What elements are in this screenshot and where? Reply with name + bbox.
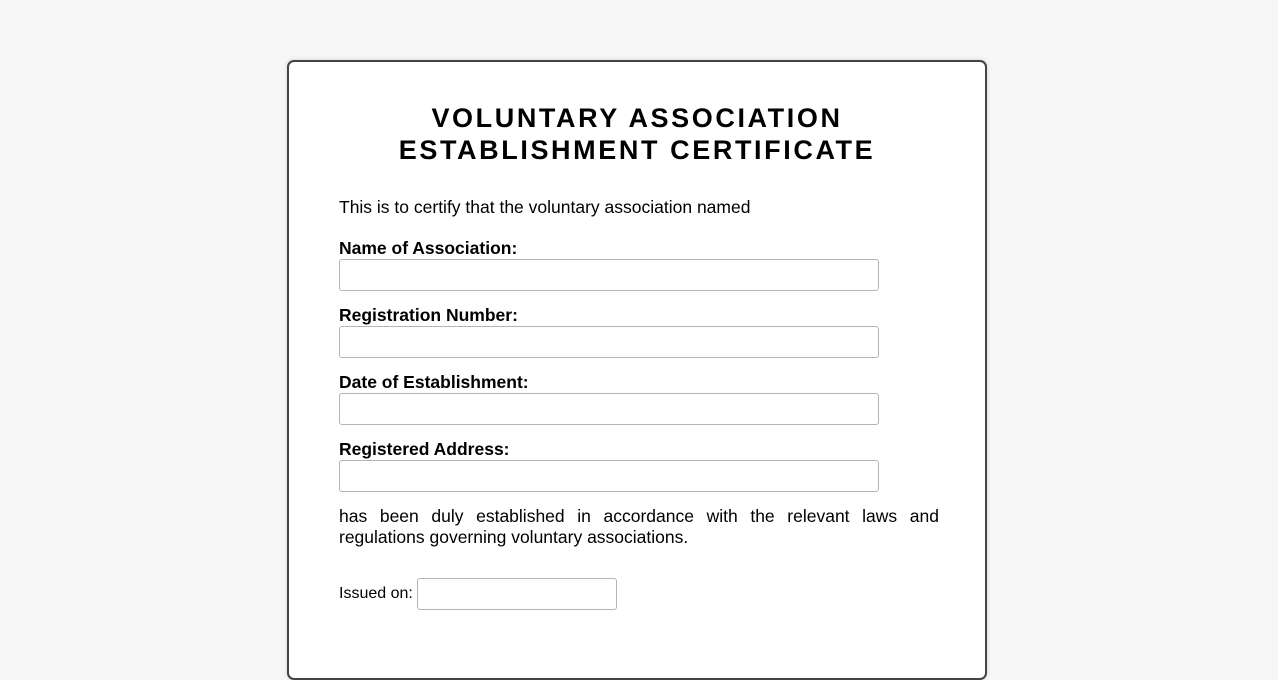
certificate-title — [289, 102, 985, 166]
association-name-input[interactable] — [339, 259, 879, 291]
issued-on-label: Issued on: — [339, 585, 413, 602]
registered-address-label: Registered Address: — [339, 439, 510, 459]
issued-on-input[interactable] — [417, 578, 617, 610]
establishment-date-input[interactable] — [339, 393, 879, 425]
title-line-1: VOLUNTARY ASSOCIATION — [431, 103, 843, 133]
registration-number-input[interactable] — [339, 326, 879, 358]
association-name-label: Name of Association: — [339, 238, 518, 258]
intro-text: This is to certify that the voluntary association named — [339, 197, 751, 217]
certificate-card — [287, 60, 987, 680]
establishment-date-label: Date of Establishment: — [339, 372, 529, 392]
title-line-2: ESTABLISHMENT CERTIFICATE — [398, 135, 876, 165]
closing-text: has been duly established in accordance with the relevant laws and regulations governing voluntary associations. — [339, 506, 939, 547]
registration-number-label: Registration Number: — [339, 305, 518, 325]
registered-address-input[interactable] — [339, 460, 879, 492]
